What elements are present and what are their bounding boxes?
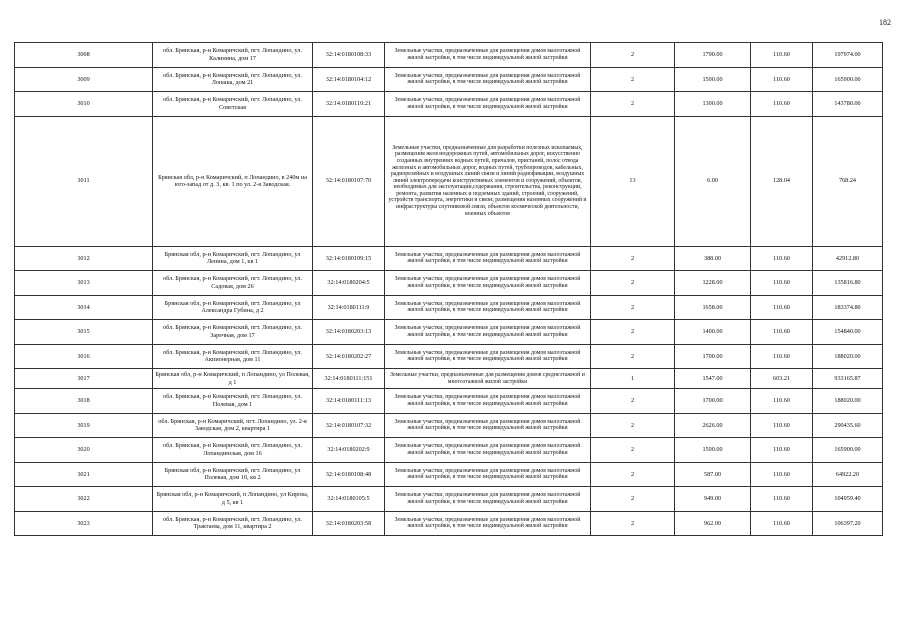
table-row (15, 369, 883, 389)
land-registry-table (14, 42, 883, 536)
row-cadastral-number: 32:14:0180111:9 (313, 295, 385, 320)
row-rate: 110.60 (751, 246, 813, 271)
row-area: 1300.00 (675, 92, 751, 117)
row-land-use-description: Земельные участки, предназначенные для размещения домов малоэтажной жилой застройки, в том числе индивидуальной жилой застройки (385, 92, 591, 117)
row-land-use-description: Земельные участки, предназначенные для размещения домов малоэтажной жилой застройки, в том числе индивидуальной жилой застройки (385, 389, 591, 414)
row-address: Брянская обл, р-н Комаричский, пгт. Лопандино, ул Ленина, дом 1, кв 1 (153, 246, 313, 271)
row-group: 2 (591, 295, 675, 320)
row-area: 962.00 (675, 511, 751, 536)
row-number: 3013 (15, 271, 153, 296)
row-cadastral-value: 165900.00 (813, 67, 883, 92)
row-cadastral-value: 42912.80 (813, 246, 883, 271)
row-cadastral-value: 154840.00 (813, 320, 883, 345)
table-row (15, 389, 883, 414)
row-land-use-description: Земельные участки, предназначенные для размещения домов малоэтажной жилой застройки, в том числе индивидуальной жилой застройки (385, 487, 591, 512)
row-rate: 110.60 (751, 438, 813, 463)
row-address: обл. Брянская, р-н Комаричский, пгт. Лопандино, ул. 2-я Заводская, дом 2, квартира 1 (153, 413, 313, 438)
row-address: обл. Брянская, р-н Комаричский, пгт. Лопандино, ул. Лопандинская, дом 16 (153, 438, 313, 463)
row-number: 3019 (15, 413, 153, 438)
table-row (15, 43, 883, 68)
row-land-use-description: Земельные участки, предназначенные для размещения домов малоэтажной жилой застройки, в том числе индивидуальной жилой застройки (385, 438, 591, 463)
row-cadastral-number: 32:14:0180111:151 (313, 369, 385, 389)
row-rate: 110.60 (751, 462, 813, 487)
row-group: 2 (591, 487, 675, 512)
row-land-use-description: Земельные участки, предназначенные для размещения домов малоэтажной жилой застройки, в том числе индивидуальной жилой застройки (385, 43, 591, 68)
row-cadastral-number: 32:14:0180105:5 (313, 487, 385, 512)
row-number: 3020 (15, 438, 153, 463)
row-rate: 110.60 (751, 413, 813, 438)
table-row (15, 511, 883, 536)
row-cadastral-number: 32:14:0180107:70 (313, 116, 385, 246)
page-number: 182 (879, 18, 891, 27)
row-area: 1700.00 (675, 389, 751, 414)
row-address: обл. Брянская, р-н Комаричский, пгт. Лопандино, ул. Акпионерная, дом 11 (153, 344, 313, 369)
row-cadastral-number: 32:14:0180108:48 (313, 462, 385, 487)
row-cadastral-value: 143780.00 (813, 92, 883, 117)
row-rate: 110.60 (751, 67, 813, 92)
table-row (15, 67, 883, 92)
row-land-use-description: Земельные участки, предназначенные для размещения домов малоэтажной жилой застройки, в том числе индивидуальной жилой застройки (385, 246, 591, 271)
row-number: 3012 (15, 246, 153, 271)
row-address: Брянская обл, р-н Комаричский, пгт. Лопандино, ул Полевая, дом 10, кв 2 (153, 462, 313, 487)
row-cadastral-value: 768.24 (813, 116, 883, 246)
row-rate: 110.60 (751, 295, 813, 320)
row-address: обл. Брянская, р-н Комаричский, пгт. Лопандино, ул. Трактаева, дом 11, квартира 2 (153, 511, 313, 536)
row-land-use-description: Земельные участки, предназначенные для размещения домов малоэтажной жилой застройки, в том числе индивидуальной жилой застройки (385, 511, 591, 536)
table-row (15, 487, 883, 512)
row-address: Брянская обл, р-н Комаричский, пгт. Лопандино, ул Александра Губина, д 2 (153, 295, 313, 320)
row-cadastral-value: 106397.20 (813, 511, 883, 536)
row-area: 388.00 (675, 246, 751, 271)
row-area: 949.00 (675, 487, 751, 512)
row-rate: 110.60 (751, 511, 813, 536)
row-group: 2 (591, 92, 675, 117)
row-group: 2 (591, 511, 675, 536)
row-group: 13 (591, 116, 675, 246)
row-number: 3011 (15, 116, 153, 246)
row-address: обл. Брянская, р-н Комаричский, пгт. Лопандино, ул. Полевая, дом 1 (153, 389, 313, 414)
row-area: 1700.00 (675, 344, 751, 369)
row-address: обл. Брянская, р-н Комаричский, пгт. Лопандино, ул. Лопаша, дом 21 (153, 67, 313, 92)
row-number: 3021 (15, 462, 153, 487)
row-group: 2 (591, 67, 675, 92)
row-address: Брянская обл, р-н Комаричский, п Лопандино, ул Кирова, д 5, кв 1 (153, 487, 313, 512)
row-address: обл. Брянская, р-н Комаричский, пгт. Лопандино, ул. Садовая, дом 26 (153, 271, 313, 296)
row-land-use-description: Земельные участки, предназначенные для разработки полезных ископаемых, размещения железнодорожных путей, автомобильных дорог, искусственно созданных внутренних водных путей, причалов, пристаней, полос отвода железных и автомобильных дорог, водных путей, трубопроводов, кабельных, радиорелейных и воздушных линий связи и линий радиофикации, воздушных линий электропередачи конструктивных элементов и сооружений, объектов, необходимых для эксплуатации,содержания, строительства, реконструкции, ремонта, развития наземных и подземных зданий, строений, сооружений, устройств транспорта, энергетики и связи; размещения наземных сооружений и инфраструктуры спутниковой связи, объектов космической деятельности, военных объектов (385, 116, 591, 246)
row-group: 2 (591, 462, 675, 487)
row-number: 3008 (15, 43, 153, 68)
row-area: 2626.00 (675, 413, 751, 438)
row-rate: 110.60 (751, 271, 813, 296)
table-row (15, 438, 883, 463)
row-address: обл. Брянская, р-н Комаричский, пгт. Лопандино, ул. Советская (153, 92, 313, 117)
row-group: 1 (591, 369, 675, 389)
row-number: 3017 (15, 369, 153, 389)
row-rate: 110.60 (751, 320, 813, 345)
row-address: Брянская обл, р-н Комаричский, п Лопандино, ул Полевая, д 1 (153, 369, 313, 389)
table-row (15, 92, 883, 117)
row-number: 3009 (15, 67, 153, 92)
table-row (15, 320, 883, 345)
row-cadastral-value: 135816.80 (813, 271, 883, 296)
table-row (15, 246, 883, 271)
row-area: 1658.00 (675, 295, 751, 320)
row-number: 3010 (15, 92, 153, 117)
row-group: 2 (591, 271, 675, 296)
row-cadastral-number: 32:14:0180203:13 (313, 320, 385, 345)
row-cadastral-value: 104959.40 (813, 487, 883, 512)
row-cadastral-number: 32:14:0180202:9 (313, 438, 385, 463)
row-area: 1228.00 (675, 271, 751, 296)
row-cadastral-value: 64922.20 (813, 462, 883, 487)
row-area: 1547.00 (675, 369, 751, 389)
row-cadastral-value: 933165.87 (813, 369, 883, 389)
table-row (15, 344, 883, 369)
row-cadastral-number: 32:14:0180107:32 (313, 413, 385, 438)
row-rate: 110.60 (751, 344, 813, 369)
row-number: 3015 (15, 320, 153, 345)
row-rate: 110.60 (751, 487, 813, 512)
table-row (15, 116, 883, 246)
row-land-use-description: Земельные участки, предназначенные для размещения домов малоэтажной жилой застройки, в том числе индивидуальной жилой застройки (385, 344, 591, 369)
row-cadastral-number: 32:14:0180204:5 (313, 271, 385, 296)
row-group: 2 (591, 320, 675, 345)
row-cadastral-value: 183374.80 (813, 295, 883, 320)
row-rate: 110.60 (751, 389, 813, 414)
table-row (15, 271, 883, 296)
table-row (15, 295, 883, 320)
row-rate: 603.21 (751, 369, 813, 389)
row-cadastral-value: 188020.00 (813, 344, 883, 369)
row-cadastral-value: 188020.00 (813, 389, 883, 414)
row-land-use-description: Земельные участки, предназначенные для размещения домов малоэтажной жилой застройки, в том числе индивидуальной жилой застройки (385, 462, 591, 487)
row-area: 1790.00 (675, 43, 751, 68)
row-rate: 110.60 (751, 43, 813, 68)
row-area: 1500.00 (675, 67, 751, 92)
row-group: 2 (591, 389, 675, 414)
row-address: Брянская обл, р-н Комаричский, п Лопандино, в 240м на юго-запад от д. 3, кв. 1 по ул. 2-я Заводская. (153, 116, 313, 246)
row-cadastral-value: 290435.60 (813, 413, 883, 438)
row-cadastral-number: 32:14:0180109:15 (313, 246, 385, 271)
row-land-use-description: Земельные участки, предназначенные для размещения домов малоэтажной жилой застройки, в том числе индивидуальной жилой застройки (385, 320, 591, 345)
row-group: 2 (591, 344, 675, 369)
row-land-use-description: Земельные участки, предназначенные для размещения домов среднеэтажной и многоэтажной жилой застройки (385, 369, 591, 389)
row-area: 6.00 (675, 116, 751, 246)
row-cadastral-value: 165900.00 (813, 438, 883, 463)
row-rate: 128.04 (751, 116, 813, 246)
row-rate: 110.60 (751, 92, 813, 117)
table-row (15, 413, 883, 438)
row-group: 2 (591, 43, 675, 68)
row-number: 3022 (15, 487, 153, 512)
table-row (15, 462, 883, 487)
row-cadastral-number: 32:14:0180104:12 (313, 67, 385, 92)
row-land-use-description: Земельные участки, предназначенные для размещения домов малоэтажной жилой застройки, в том числе индивидуальной жилой застройки (385, 271, 591, 296)
row-group: 2 (591, 438, 675, 463)
row-cadastral-value: 197974.00 (813, 43, 883, 68)
row-number: 3014 (15, 295, 153, 320)
row-cadastral-number: 32:14:0180111:13 (313, 389, 385, 414)
row-area: 587.00 (675, 462, 751, 487)
row-cadastral-number: 32:14:0180108:33 (313, 43, 385, 68)
row-land-use-description: Земельные участки, предназначенные для размещения домов малоэтажной жилой застройки, в том числе индивидуальной жилой застройки (385, 295, 591, 320)
row-address: обл. Брянская, р-н Комаричский, пгт. Лопандино, ул. Заречная, дом 17 (153, 320, 313, 345)
row-land-use-description: Земельные участки, предназначенные для размещения домов малоэтажной жилой застройки, в том числе индивидуальной жилой застройки (385, 67, 591, 92)
row-area: 1400.00 (675, 320, 751, 345)
row-group: 2 (591, 246, 675, 271)
row-number: 3016 (15, 344, 153, 369)
row-number: 3023 (15, 511, 153, 536)
row-cadastral-number: 32:14:0180203:58 (313, 511, 385, 536)
row-land-use-description: Земельные участки, предназначенные для размещения домов малоэтажной жилой застройки, в том числе индивидуальной жилой застройки (385, 413, 591, 438)
table-body (15, 43, 883, 536)
row-area: 1500.00 (675, 438, 751, 463)
row-group: 2 (591, 413, 675, 438)
row-address: обл. Брянская, р-н Комаричский, пгт. Лопандино, ул. Калинина, дом 17 (153, 43, 313, 68)
row-cadastral-number: 32:14:0180202:27 (313, 344, 385, 369)
row-number: 3018 (15, 389, 153, 414)
row-cadastral-number: 32:14:0180110:21 (313, 92, 385, 117)
